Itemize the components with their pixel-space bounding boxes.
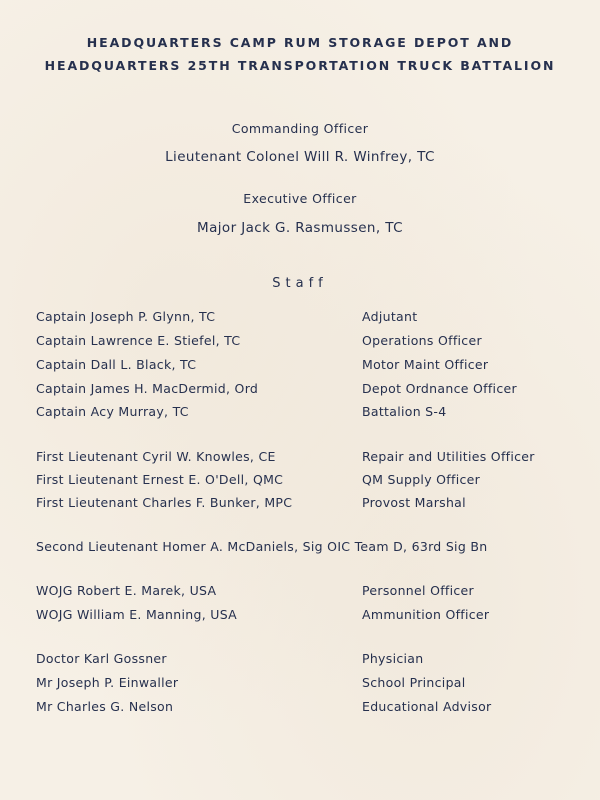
staff-duty: Operations Officer (362, 333, 482, 348)
staff-duty: Personnel Officer (362, 583, 474, 598)
header-line-2: HEADQUARTERS 25TH TRANSPORTATION TRUCK BATTALION (44, 58, 556, 73)
staff-row (36, 539, 576, 559)
staff-name: Mr Joseph P. Einwaller (36, 675, 179, 690)
staff-name: Second Lieutenant Homer A. McDaniels, Sig OIC Team D, 63rd Sig Bn (36, 539, 488, 554)
staff-heading: Staff (272, 276, 328, 291)
staff-duty: Adjutant (362, 309, 418, 324)
staff-name: Captain Dall L. Black, TC (36, 357, 197, 372)
staff-name: WOJG Robert E. Marek, USA (36, 583, 217, 598)
staff-row (36, 333, 576, 353)
staff-row (36, 495, 576, 515)
staff-row (36, 699, 576, 719)
staff-duty: Battalion S-4 (362, 404, 447, 419)
staff-name: First Lieutenant Ernest E. O'Dell, QMC (36, 472, 284, 487)
staff-duty: QM Supply Officer (362, 472, 481, 487)
staff-name: Captain Lawrence E. Stiefel, TC (36, 333, 241, 348)
staff-row (36, 583, 576, 603)
staff-name: Doctor Karl Gossner (36, 651, 167, 666)
staff-duty: Provost Marshal (362, 495, 466, 510)
staff-name: Captain Joseph P. Glynn, TC (36, 309, 216, 324)
staff-row (36, 381, 576, 401)
staff-name: WOJG William E. Manning, USA (36, 607, 238, 622)
staff-duty: Repair and Utilities Officer (362, 449, 535, 464)
executive-officer-name: Major Jack G. Rasmussen, TC (197, 220, 403, 236)
header-line-1: HEADQUARTERS CAMP RUM STORAGE DEPOT AND (86, 35, 514, 50)
staff-row (36, 449, 576, 469)
staff-row (36, 675, 576, 695)
commanding-officer-name: Lieutenant Colonel Will R. Winfrey, TC (165, 149, 435, 165)
staff-row (36, 309, 576, 329)
staff-row (36, 472, 576, 492)
executive-officer-label: Executive Officer (243, 191, 357, 206)
staff-row (36, 651, 576, 671)
staff-row (36, 607, 576, 627)
staff-duty: Physician (362, 651, 424, 666)
staff-duty: Educational Advisor (362, 699, 492, 714)
staff-name: Captain James H. MacDermid, Ord (36, 381, 259, 396)
commanding-officer-label: Commanding Officer (231, 121, 369, 136)
staff-duty: School Principal (362, 675, 466, 690)
staff-name: First Lieutenant Charles F. Bunker, MPC (36, 495, 293, 510)
staff-duty: Motor Maint Officer (362, 357, 489, 372)
staff-duty: Depot Ordnance Officer (362, 381, 517, 396)
staff-name: Mr Charles G. Nelson (36, 699, 174, 714)
staff-row (36, 404, 576, 424)
staff-name: First Lieutenant Cyril W. Knowles, CE (36, 449, 276, 464)
staff-duty: Ammunition Officer (362, 607, 490, 622)
staff-name: Captain Acy Murray, TC (36, 404, 189, 419)
staff-row (36, 357, 576, 377)
